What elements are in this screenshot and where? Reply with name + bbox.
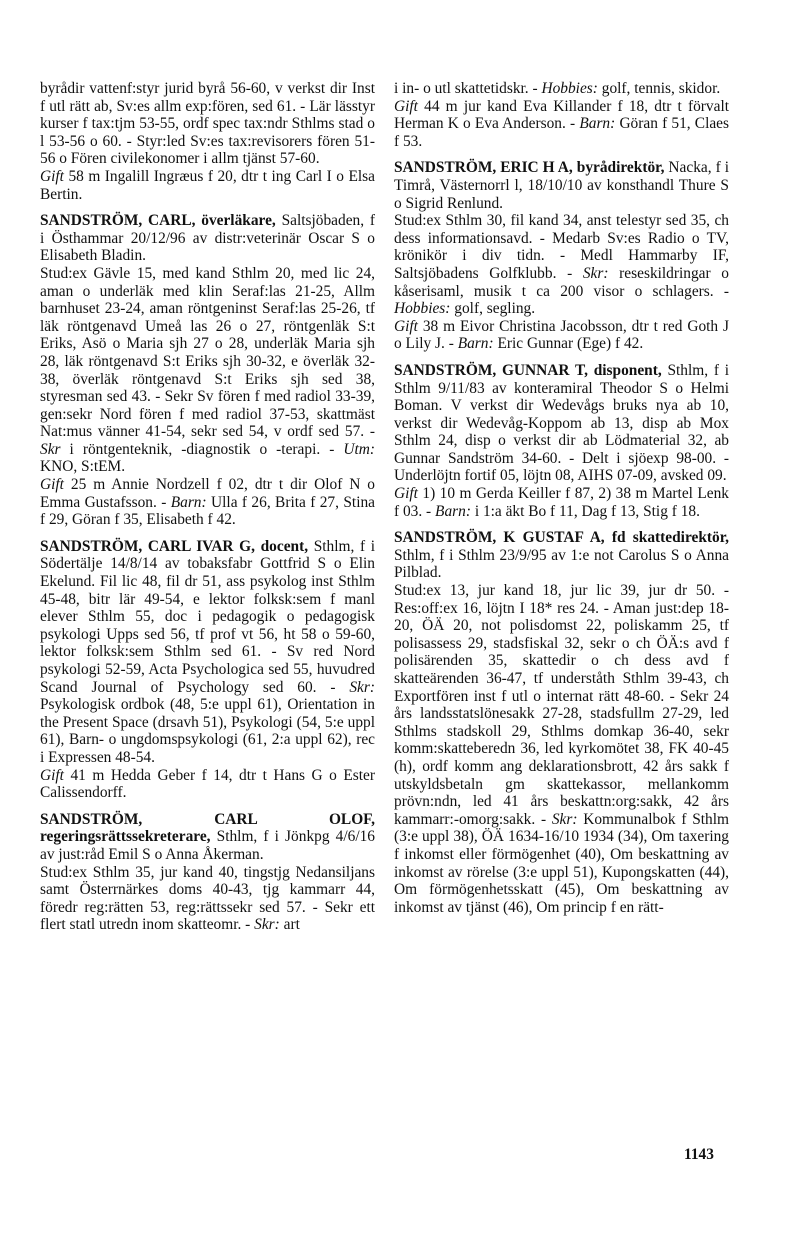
entry-title: regeringsrättssekreterare,: [40, 828, 211, 846]
left-column: [40, 80, 375, 943]
entry-carl-olof: [40, 811, 375, 934]
entry-text: SANDSTRÖM, GUNNAR T, disponent, Sthlm, f i Sthlm 9/11/83 av konteramiral Theodor S o Helmi Boman. V verkst dir Wedevågs bruks nya ab 10, verkst dir Wedevåg-Koppom ab 13, disp ab Mox Sthlm 24, disp o verkst dir ab Lödmaterial 32, ab Gunnar Sandström 34-60. - Delt i sjöexp 98-00. - Underlöjtn fortif 05, löjtn 08, AIHS 07-09, avsked 09.: [394, 361, 729, 485]
entry-carl-ivar: [40, 538, 375, 802]
entry-text: Stud:ex 13, jur kand 18, jur lic 39, jur dr 50. - Res:off:ex 16, löjtn I 18* res 24. - Aman just:dep 18-20, ÖÄ 20, not polisdomst 22, poliskamm 25, tf polisassess 29, stadsfiskal 32, sekr o ch ÖÄ:s avd f polisärenden 35, skattedir o ch dess avd f skatteärenden 36-47, tf underståth Sthlm 39-43, ch Exportfören inst f utl o internat rätt 48-60. - Sekr 24 års landsstatslönesakk 27-28, stadsfullm 27-29, led Sthlms stadskoll 29, Sthlms domkap 36-40, sekr komm:skatteberedn 36, led kyrkomötet 38, FK 40-45 (h), ordf komm ang deklarationsbrott, 42 års sakk f utskyldsbetaln gm skattekassor, mellankomm prövn:ndn, led 41 års beskattn:org:sakk, 42 års kammarr:-omorg:sakk. - Skr: Kommunalbok f Sthlm (3:e uppl 38), ÖÄ 1634-16/10 1934 (34), Om taxering f inkomst eller förmögenhet (40), Om beskattning av inkomst av rörelse (3:e uppl 51), Kupongskatten (44), Om förmögenhetsskatt (45), Om beskattning av inkomst av tjänst (46), Om princip f en rätt-: [394, 582, 729, 916]
entry-text: Stud:ex Sthlm 35, jur kand 40, tingstjg Nedansiljans samt Österrnärkes doms 40-43, tjg kammarr 44, föredr reg:rätten 53, reg:rättssekr sed 57. - Sekr ett flert statl utredn inom skatteomr. - Skr: art: [40, 863, 375, 934]
entry-text: Stud:ex Gävle 15, med kand Sthlm 20, med lic 24, aman o underläk med klin Seraf:las 21-25, Allm barnhuset 23-24, aman röntgeninst Seraf:las 25-26, tf läk röntgenavd Umeå las 26 o 27, röntgenläk S:t Eriks, Asö o Maria sjh 27 o 28, underläk Maria sjh 28, läk röntgenavd S:t Eriks sjh 30-32, e överläk 32-38, överläk röntgenavd S:t Eriks sjh sed 38, styresman sed 43. - Sekr Sv fören f med radiol 33-39, gen:sekr Nord fören f med radiol 37-53, skattmäst Nat:mus vänner 41-54, sekr sed 54, v ordf sed 57. - Skr i röntgenteknik, -diagnostik o -terapi. - Utm: KNO, S:tEM.: [40, 264, 375, 476]
entry-text: Gift 41 m Hedda Geber f 14, dtr t Hans G o Ester Calissendorff.: [40, 766, 375, 802]
entry-text: SANDSTRÖM, CARL, överläkare, Saltsjöbaden, f i Östhammar 20/12/96 av distr:veterinär Oscar S o Elisabeth Bladin.: [40, 212, 375, 265]
entry-name: SANDSTRÖM, K GUSTAF A,: [394, 529, 605, 547]
entry-text: Gift 38 m Eivor Christina Jacobsson, dtr t red Goth J o Lily J. - Barn: Eric Gunnar (Ege) f 42.: [394, 317, 729, 353]
entry-text: Gift 58 m Ingalill Ingræus f 20, dtr t ing Carl I o Elsa Bertin.: [40, 167, 375, 203]
entry-text: SANDSTRÖM, ERIC H A, byrådirektör, Nacka, f i Timrå, Västernorrl l, 18/10/10 av konsthandl Thure S o Sigrid Renlund.: [394, 159, 729, 212]
entry-text: Gift 44 m jur kand Eva Killander f 18, dtr t förvalt Herman K o Eva Anderson. - Barn: Göran f 51, Claes f 53.: [394, 97, 729, 150]
entry-continuation: [394, 80, 729, 150]
entry-text: SANDSTRÖM, K GUSTAF A, fd skattedirektör, Sthlm, f i Sthlm 23/9/95 av 1:e not Carolus S o Anna Pilblad.: [394, 529, 729, 582]
entry-title: överläkare,: [201, 212, 276, 230]
entry-name: SANDSTRÖM, CARL OLOF,: [40, 810, 375, 828]
entry-text: SANDSTRÖM, CARL OLOF, regeringsrättssekreterare, Sthlm, f i Jönkpg 4/6/16 av just:råd Emil S o Anna Åkerman.: [40, 810, 375, 863]
entry-name: SANDSTRÖM, CARL IVAR G,: [40, 537, 255, 555]
entry-name: SANDSTRÖM, GUNNAR T,: [394, 361, 588, 379]
right-column: [394, 80, 729, 925]
entry-text: i in- o utl skattetidskr. - Hobbies: golf, tennis, skidor.: [394, 80, 721, 97]
entry-text: Gift 25 m Annie Nordzell f 02, dtr t dir Olof N o Emma Gustafsson. - Barn: Ulla f 26, Brita f 27, Stina f 29, Göran f 35, Elisabeth f 42.: [40, 476, 375, 529]
entry-title: byrådirektör,: [576, 159, 665, 177]
entry-eric: [394, 159, 729, 353]
entry-carl: [40, 212, 375, 529]
entry-text: Gift 1) 10 m Gerda Keiller f 87, 2) 38 m Martel Lenk f 03. - Barn: i 1:a äkt Bo f 11, Dag f 13, Stig f 18.: [394, 485, 729, 520]
entry-continuation: [40, 80, 375, 203]
entry-name: SANDSTRÖM, CARL,: [40, 212, 196, 230]
entry-text: Stud:ex Sthlm 30, fil kand 34, anst telestyr sed 35, ch dess informationsavd. - Medarb Sv:es Radio o TV, krönikör i div tidn. - Medl Hammarby IF, Saltsjöbadens Golfklubb. - Skr: reseskildringar o kåserisaml, musik t ca 200 visor o schlagers. - Hobbies: golf, segling.: [394, 212, 729, 318]
entry-name: SANDSTRÖM, ERIC H A,: [394, 159, 573, 177]
entry-title: fd skattedirektör,: [611, 529, 729, 547]
entry-gunnar: [394, 362, 729, 520]
page-number: 1143: [684, 1146, 714, 1163]
entry-title: disponent,: [593, 361, 662, 379]
entry-title: docent,: [260, 537, 309, 555]
entry-gustaf: [394, 529, 729, 916]
entry-text: byrådir vattenf:styr jurid byrå 56-60, v verkst dir Inst f utl rätt ab, Sv:es allm exp:fören, sed 61. - Lär lässtyr kurser f tax:tjm 53-55, ordf spec tax:ndr Sthlms stad o l 53-56 o 60. - Styr:led Sv:es tax:revisorers fören 51-56 o Fören civilekonomer i allm tjänst 57-60.: [40, 80, 375, 168]
entry-text: SANDSTRÖM, CARL IVAR G, docent, Sthlm, f i Södertälje 14/8/14 av tobaksfabr Gottfrid S o Elin Ekelund. Fil lic 48, fil dr 51, ass psykolog inst Sthlm 45-48, bitr lär 49-54, e lektor folksk:sem f manl elever Sthlm 55, doc i pedagogik o pedagogisk psykologi Upps sed 56, tf prof vt 56, ht 58 o 59-60, lektor folksk:sem Sthlm sed 61. - Sv red Nord psykologi 52-59, Acta Psychologica sed 55, huvudred Scand Journal of Psychology sed 60. - Skr: Psykologisk ordbok (48, 5:e uppl 61), Orientation in the Present Space (drsavh 51), Psykologi (54, 5:e uppl 61), Barn- o ungdomspsykologi (61, 2:a uppl 62), rec i Expressen 48-54.: [40, 537, 375, 766]
